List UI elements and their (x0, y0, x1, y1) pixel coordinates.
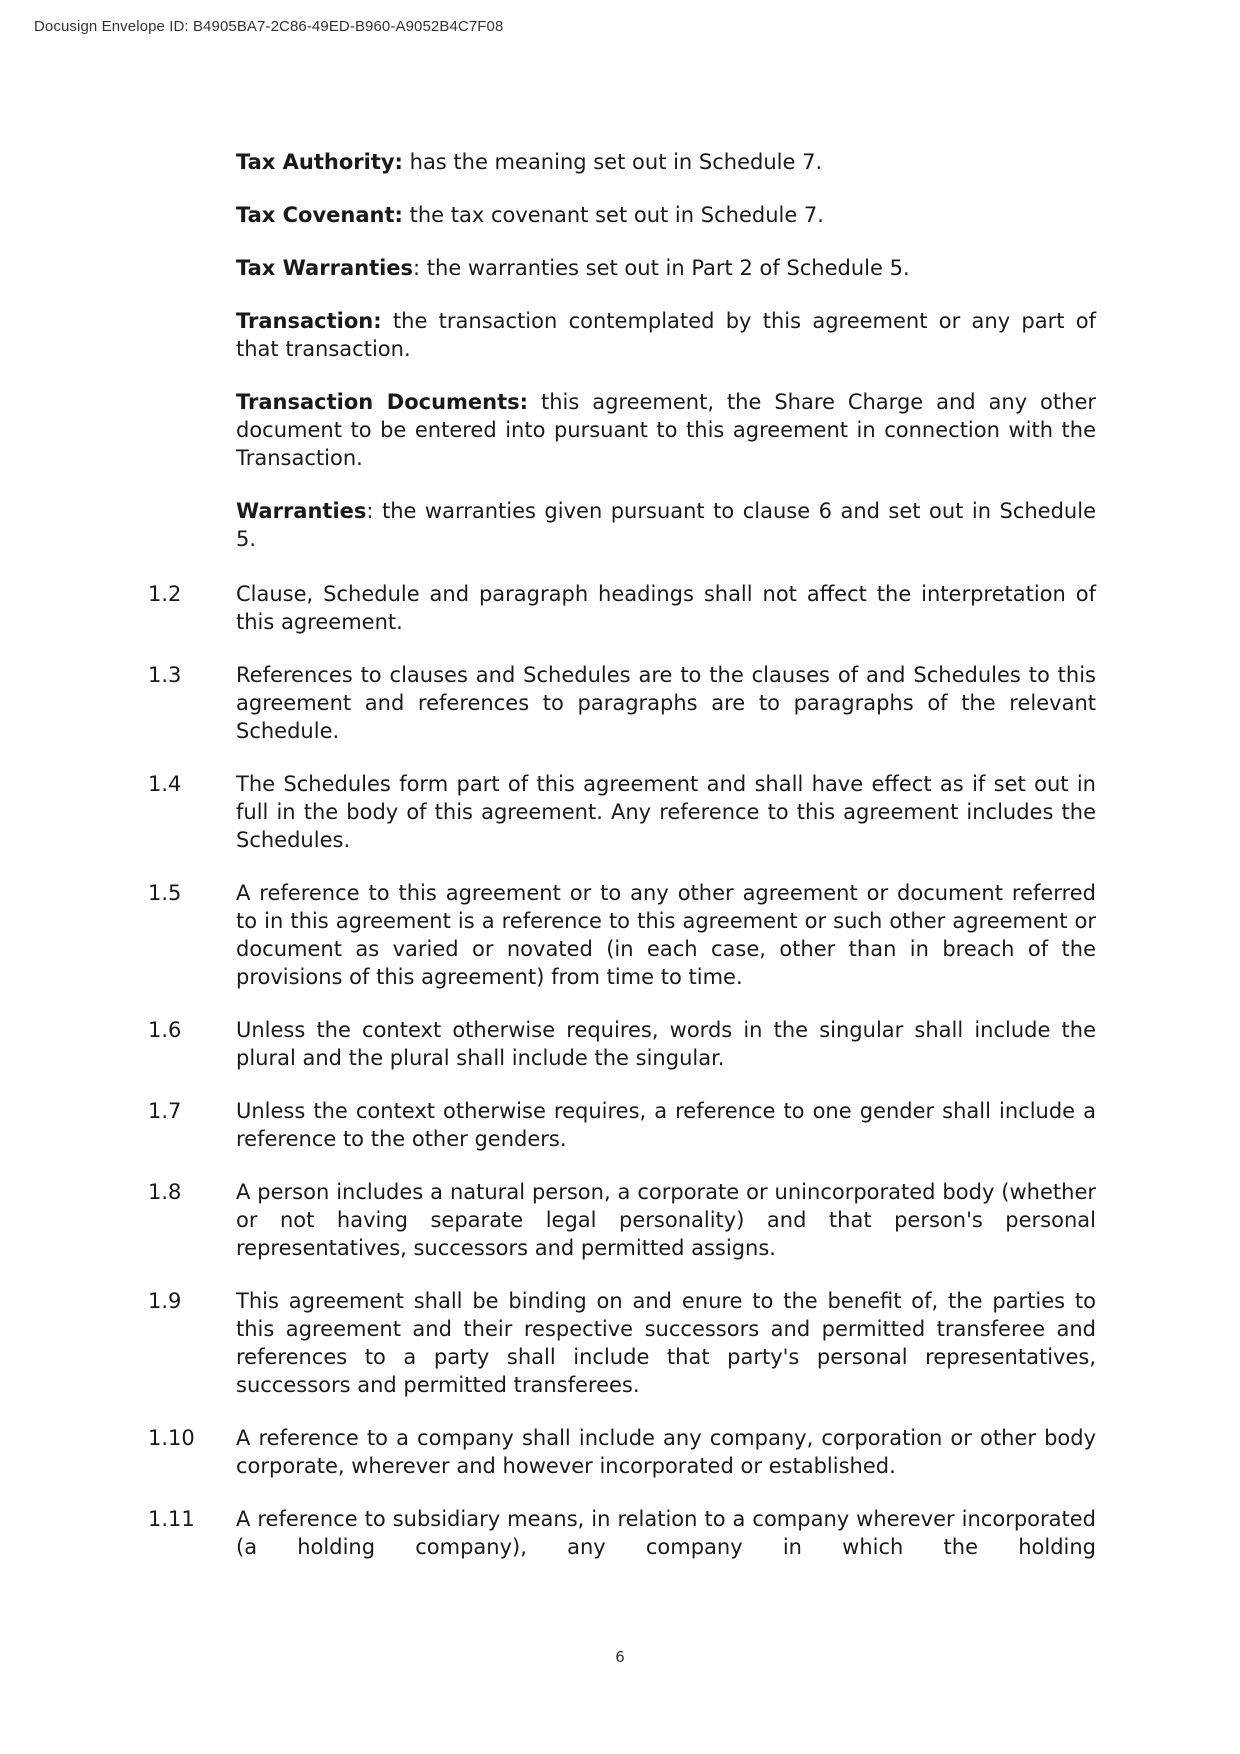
definition-term: Transaction: (236, 309, 382, 333)
definition-term: Tax Authority: (236, 150, 403, 174)
clause-number: 1.2 (148, 582, 182, 606)
clause-text: This agreement shall be binding on and enure to the benefit of, the parties to this agreement and their respective successors and permitted transferee and references to a party shall include that party's personal representatives, successors and permitted transferees. (236, 1289, 1096, 1397)
definition-text: : the warranties given pursuant to clause 6 and set out in Schedule 5. (236, 499, 1096, 551)
clause-text: Unless the context otherwise requires, words in the singular shall include the plural and the plural shall include the singular. (236, 1018, 1096, 1070)
definition-text: the transaction contemplated by this agreement or any part of that transaction. (236, 309, 1096, 361)
clause-1-9 (148, 1287, 1096, 1399)
definition-transaction (236, 307, 1096, 363)
clause-text: Clause, Schedule and paragraph headings shall not affect the interpretation of this agreement. (236, 582, 1096, 634)
clause-number: 1.9 (148, 1289, 182, 1313)
definition-term: Warranties (236, 499, 367, 523)
clause-list (148, 580, 1096, 1586)
clause-text: A reference to subsidiary means, in relation to a company wherever incorporated (a holding company), any company in which the holding (236, 1507, 1096, 1559)
definitions-list (236, 148, 1096, 578)
envelope-id: Docusign Envelope ID: B4905BA7-2C86-49ED-B960-A9052B4C7F08 (34, 18, 504, 35)
clause-text: References to clauses and Schedules are to the clauses of and Schedules to this agreement and references to paragraphs are to paragraphs of the relevant Schedule. (236, 663, 1096, 743)
clause-1-4 (148, 770, 1096, 854)
page-number: 6 (615, 1648, 625, 1666)
definition-text: the tax covenant set out in Schedule 7. (402, 203, 824, 227)
definition-tax-covenant (236, 201, 1096, 229)
clause-number: 1.10 (148, 1426, 195, 1450)
definition-term: Tax Warranties (236, 256, 414, 280)
clause-number: 1.6 (148, 1018, 182, 1042)
definition-text: has the meaning set out in Schedule 7. (402, 150, 823, 174)
clause-1-11 (148, 1505, 1096, 1561)
definition-tax-warranties (236, 254, 1096, 282)
definition-text: this agreement, the Share Charge and any other document to be entered into pursuant to this agreement in connection with the Transaction. (236, 390, 1096, 470)
clause-text: The Schedules form part of this agreement and shall have effect as if set out in full in the body of this agreement. Any reference to this agreement includes the Schedules. (236, 772, 1096, 852)
clause-text: A reference to this agreement or to any other agreement or document referred to in this agreement is a reference to this agreement or such other agreement or document as varied or novated (in each case, other than in breach of the provisions of this agreement) from time to time. (236, 881, 1096, 989)
definition-term: Tax Covenant: (236, 203, 403, 227)
definition-warranties (236, 497, 1096, 553)
clause-text: Unless the context otherwise requires, a reference to one gender shall include a reference to the other genders. (236, 1099, 1096, 1151)
definition-term: Transaction Documents: (236, 390, 529, 414)
clause-number: 1.3 (148, 663, 182, 687)
clause-number: 1.7 (148, 1099, 182, 1123)
clause-1-7 (148, 1097, 1096, 1153)
clause-1-3 (148, 661, 1096, 745)
definition-tax-authority (236, 148, 1096, 176)
definition-text: : the warranties set out in Part 2 of Schedule 5. (413, 256, 910, 280)
clause-number: 1.11 (148, 1507, 195, 1531)
clause-1-5 (148, 879, 1096, 991)
clause-number: 1.8 (148, 1180, 182, 1204)
clause-text: A reference to a company shall include any company, corporation or other body corporate, wherever and however incorporated or established. (236, 1426, 1096, 1478)
clause-number: 1.5 (148, 881, 182, 905)
clause-1-10 (148, 1424, 1096, 1480)
clause-1-8 (148, 1178, 1096, 1262)
clause-number: 1.4 (148, 772, 182, 796)
definition-transaction-documents (236, 388, 1096, 472)
clause-text: A person includes a natural person, a corporate or unincorporated body (whether or not having separate legal personality) and that person's personal representatives, successors and permitted assigns. (236, 1180, 1096, 1260)
clause-1-6 (148, 1016, 1096, 1072)
clause-1-2 (148, 580, 1096, 636)
